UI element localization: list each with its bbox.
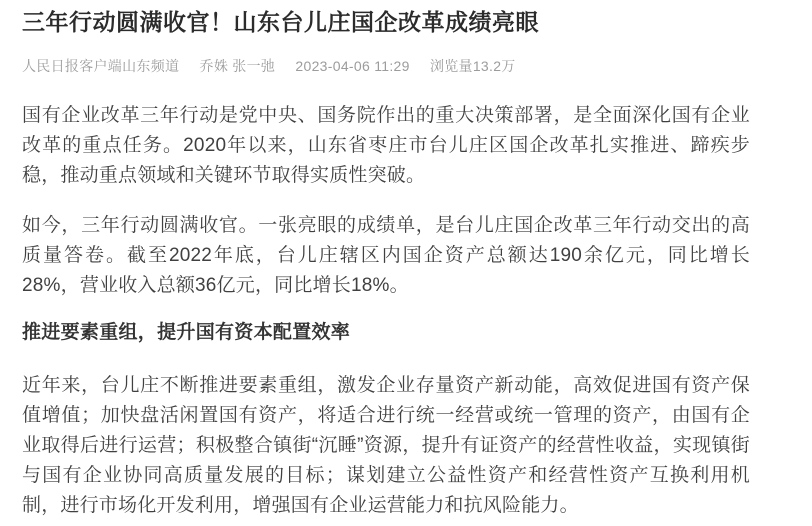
meta-source: 人民日报客户端山东频道 — [22, 58, 180, 74]
meta-view-count: 浏览量13.2万 — [429, 58, 516, 74]
section-subheading: 推进要素重组，提升国有资本配置效率 — [22, 322, 351, 343]
article-paragraph-2: 如今，三年行动圆满收官。一张亮眼的成绩单，是台儿庄国企改革三年行动交出的高质量答卷。截至2022年底，台儿庄辖区内国企资产总额达190余亿元，同比增长28%，营业收入总额36亿元，同比增长18%。 — [22, 215, 750, 296]
article-paragraph-1: 国有企业改革三年行动是党中央、国务院作出的重大决策部署，是全面深化国有企业改革的重点任务。2020年以来，山东省枣庄市台儿庄区国企改革扎实推进、蹄疾步稳，推动重点领域和关键环节取得实质性突破。 — [22, 105, 750, 186]
article-meta — [22, 58, 750, 75]
meta-datetime: 2023-04-06 11:29 — [295, 58, 410, 74]
meta-authors: 乔姝 张一弛 — [199, 58, 276, 74]
news-article — [0, 7, 812, 521]
article-paragraph-3: 近年来，台儿庄不断推进要素重组，激发企业存量资产新动能，高效促进国有资产保值增值；加快盘活闲置国有资产，将适合进行统一经营或统一管理的资产，由国有企业取得后进行运营；积极整合镇街“沉睡”资源，提升有证资产的经营性收益，实现镇街与国有企业协同高质量发展的目标；谋划建立公益性资产和经营性资产互换利用机制，进行市场化开发利用，增强国有企业运营能力和抗风险能力。 — [22, 375, 750, 516]
article-title: 三年行动圆满收官！山东台儿庄国企改革成绩亮眼 — [22, 9, 539, 35]
